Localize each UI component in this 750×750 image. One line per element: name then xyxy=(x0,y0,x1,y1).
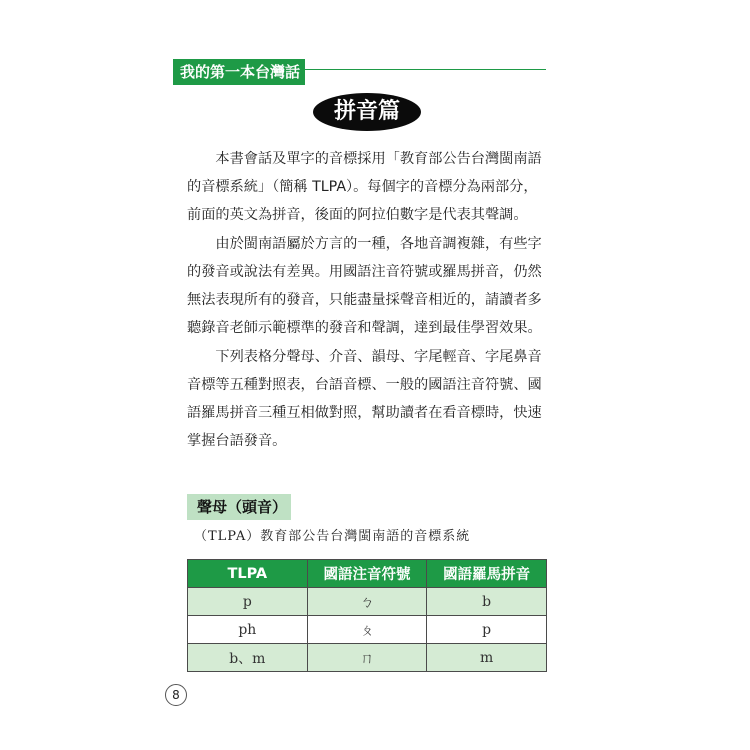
table-row xyxy=(188,644,547,672)
table-cell: ph xyxy=(188,616,308,644)
intro-paragraph-3: 下列表格分聲母、介音、韻母、字尾輕音、字尾鼻音音標等五種對照表，台語音標、一般的國語注音符號、國語羅馬拼音三種互相做對照，幫助讀者在看音標時，快速掌握台語發音。 xyxy=(187,349,542,449)
table-row xyxy=(188,588,547,616)
intro-paragraph-2: 由於閩南語屬於方言的一種，各地音調複雜，有些字的發音或說法有差異。用國語注音符號或羅馬拼音，仍然無法表現所有的發音，只能盡量採聲音相近的，請讀者多聽錄音老師示範標準的發音和聲調，達到最佳學習效果。 xyxy=(187,236,542,336)
table-caption: （TLPA）教育部公告台灣閩南語的音標系統 xyxy=(194,529,471,544)
table-cell: ㄆ xyxy=(307,616,427,644)
table-header-row xyxy=(188,560,547,588)
table-cell: b xyxy=(427,588,547,616)
intro-paragraph-1: 本書會話及單字的音標採用「教育部公告台灣閩南語的音標系統」（簡稱 TLPA）。每個字的音標分為兩部分，前面的英文為拼音，後面的阿拉伯數字是代表其聲調。 xyxy=(187,151,542,223)
table-cell: p xyxy=(427,616,547,644)
table-cell: ㄅ xyxy=(307,588,427,616)
section-title: 聲母（頭音） xyxy=(187,494,291,520)
page-number: 8 xyxy=(165,684,187,706)
table-cell: b、m xyxy=(188,644,308,672)
header-rule xyxy=(305,69,546,70)
table-cell: p xyxy=(188,588,308,616)
column-header-tlpa: TLPA xyxy=(188,560,308,588)
table-cell: m xyxy=(427,644,547,672)
chapter-title: 拼音篇 xyxy=(313,93,421,131)
table-cell: ㄇ xyxy=(307,644,427,672)
column-header-romanization: 國語羅馬拼音 xyxy=(427,560,547,588)
initials-table xyxy=(187,559,547,672)
book-title-tab: 我的第一本台灣話 xyxy=(173,59,305,85)
column-header-zhuyin: 國語注音符號 xyxy=(307,560,427,588)
table-row xyxy=(188,616,547,644)
